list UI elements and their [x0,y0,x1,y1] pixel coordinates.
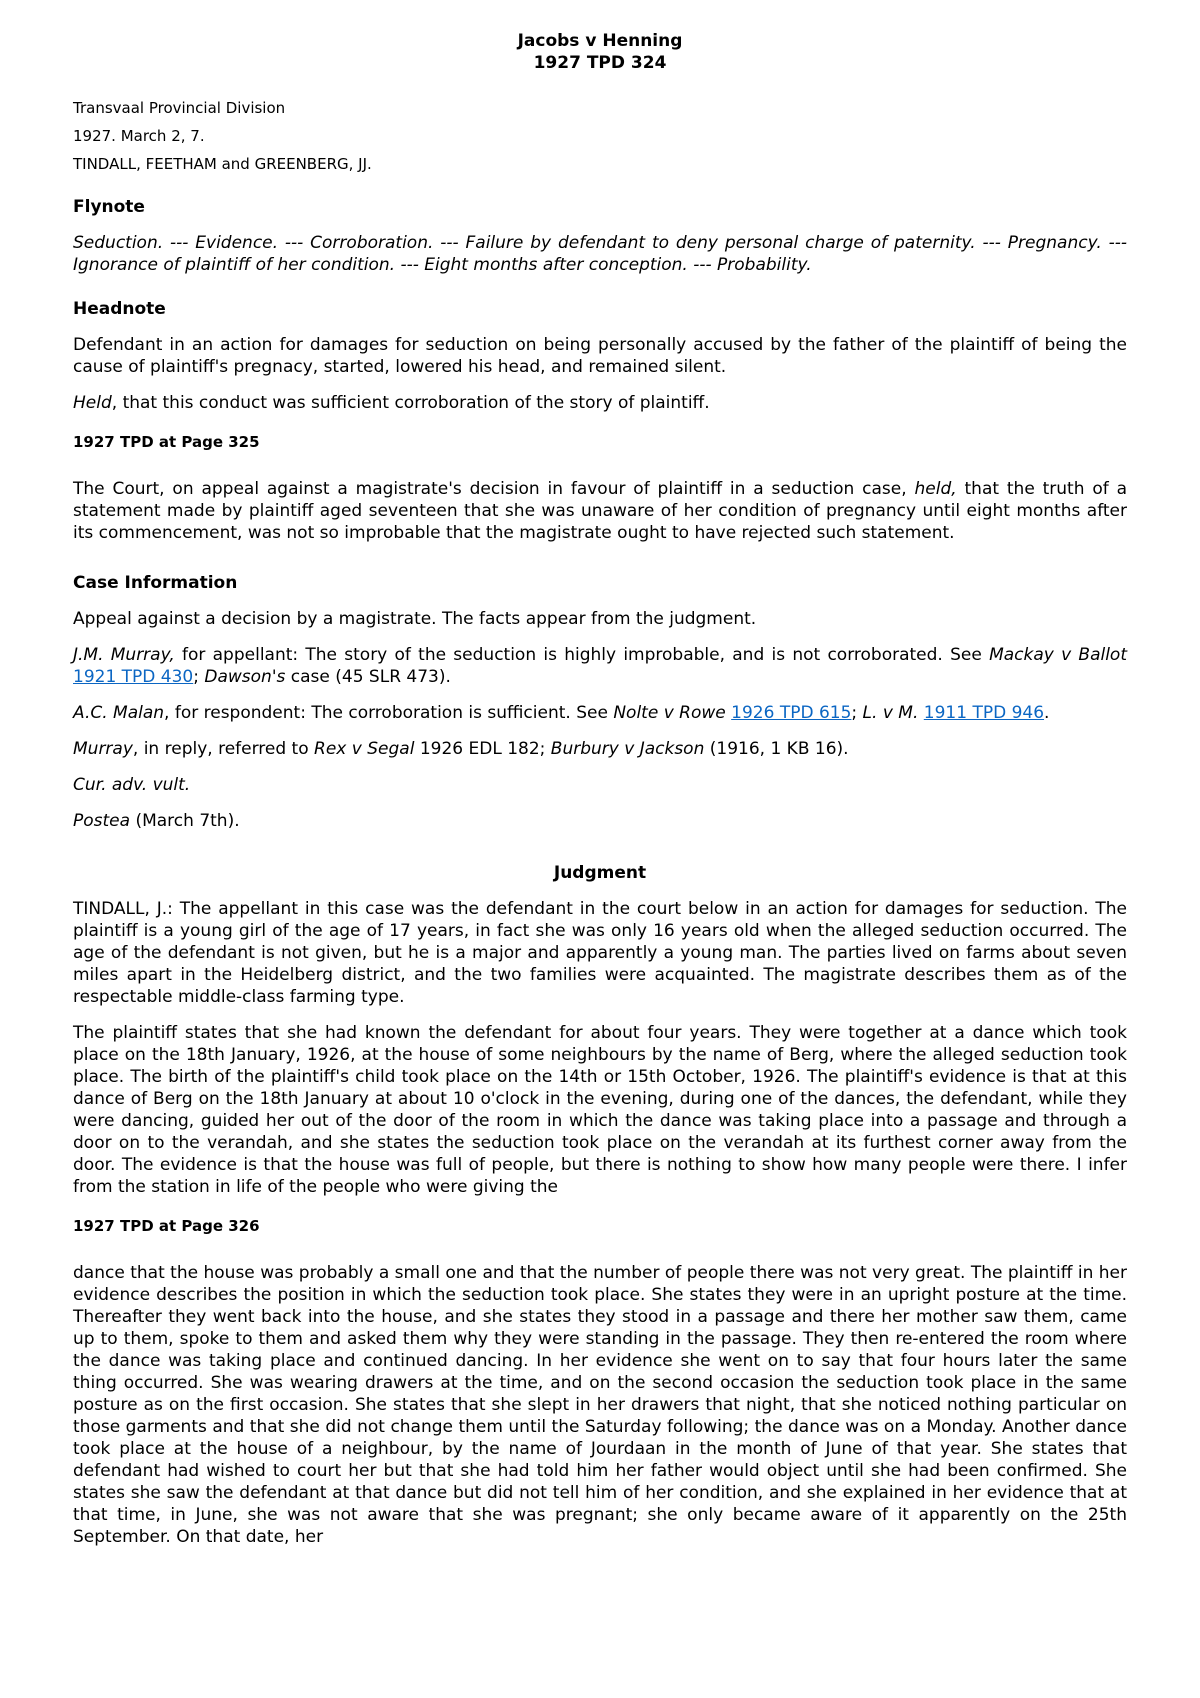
respondent-argument: A.C. Malan, for respondent: The corroboration is sufficient. See Nolte v Rowe 1926 TPD 615; L. v M. 1911 TPD 946. [73,703,1050,723]
cur-adv-vult: Cur. adv. vult. [73,775,191,795]
page-reference-325: 1927 TPD at Page 325 [73,433,260,451]
page-reference-326: 1927 TPD at Page 326 [73,1217,260,1235]
case-information-heading: Case Information [73,573,238,593]
judgment-para-1: TINDALL, J.: The appellant in this case was the defendant in the court below in an action for damages for seduction. The plaintiff is a young girl of the age of 17 years, in fact she was only 16 years old when the alleged seduction occurred. The age of the defendant is not given, but he is a major and apparently a young man. The parties lived on farms about seven miles apart in the Heidelberg district, and the two families were acquainted. The magistrate describes them as of the respectable middle-class farming type. [73,899,1127,1007]
appellant-argument: J.M. Murray, for appellant: The story of the seduction is highly improbable, and is not corroborated. See Mackay v Ballot 1921 TPD 430; Dawson's case (45 SLR 473). [73,645,1127,687]
headnote-para-1: Defendant in an action for damages for seduction on being personally accused by the father of the plaintiff of being the cause of plaintiff's pregnacy, started, lowered his head, and remained silent. [73,335,1127,377]
court-division: Transvaal Provincial Division [73,99,286,117]
headnote-heading: Headnote [73,299,166,319]
headnote-para-3: The Court, on appeal against a magistrate's decision in favour of plaintiff in a seduction case, held, that the truth of a statement made by plaintiff aged seventeen that she was unaware of her condition of pregnancy until eight months after its commencement, was not so improbable that the magistrate ought to have rejected such statement. [73,479,1127,543]
postea: Postea (March 7th). [73,811,240,831]
judgment-para-2: The plaintiff states that she had known the defendant for about four years. They were together at a dance which took place on the 18th January, 1926, at the house of some neighbours by the name of Berg, where the alleged seduction took place. The birth of the plaintiff's child took place on the 14th or 15th October, 1926. The plaintiff's evidence is that at this dance of Berg on the 18th January at about 10 o'clock in the evening, during one of the dances, the defendant, while they were dancing, guided her out of the door of the room in which the dance was taking place into a passage and through a door on to the verandah, and she states the seduction took place on the verandah at its furthest corner away from the door. The evidence is that the house was full of people, but there is nothing to show how many people were there. I infer from the station in life of the people who were giving the [73,1023,1127,1197]
flynote-text: Seduction. --- Evidence. --- Corroboration. --- Failure by defendant to deny personal charge of paternity. --- Pregnancy. --- Ignorance of plaintiff of her condition. --- Eight months after conception. --- Probability. [73,233,1127,275]
judges: TINDALL, FEETHAM and GREENBERG, JJ. [73,155,372,173]
case-name: Jacobs v Henning [517,31,683,51]
judgment-para-3: dance that the house was probably a small one and that the number of people there was not very great. The plaintiff in her evidence describes the position in which the seduction took place. She states they were in an upright posture at the time. Thereafter they went back into the house, and she states they stood in a passage and there her mother saw them, came up to them, spoke to them and asked them why they were standing in the passage. They then re-entered the room where the dance was taking place and continued dancing. In her evidence she went on to say that four hours later the same thing occurred. She was wearing drawers at the time, and on the second occasion the seduction took place in the same posture as on the first occasion. She states that she slept in her drawers that night, that she noticed nothing particular on those garments and that she did not change them until the Saturday following; the dance was on a Monday. Another dance took place at the house of a neighbour, by the name of Jourdaan in the month of June of that year. She states that defendant had wished to court her but that she had told him her father would object until she had been confirmed. She states she saw the defendant at that dance but did not tell him of her condition, and she explained in her evidence that at that time, in June, she was not aware that she was pregnant; she only became aware of it apparently on the 25th September. On that date, her [73,1263,1127,1547]
case-date: 1927. March 2, 7. [73,127,205,145]
headnote-para-2: Held, that this conduct was sufficient corroboration of the story of plaintiff. [73,393,710,413]
citation-link-1921-tpd-430[interactable]: 1921 TPD 430 [73,667,194,687]
citation-link-1911-tpd-946[interactable]: 1911 TPD 946 [923,703,1045,723]
flynote-heading: Flynote [73,197,145,217]
judgment-heading: Judgment [553,863,647,883]
case-meta [73,98,1127,174]
case-citation: 1927 TPD 324 [533,53,667,73]
case-info-para-1: Appeal against a decision by a magistrate. The facts appear from the judgment. [73,609,757,629]
citation-link-1926-tpd-615[interactable]: 1926 TPD 615 [731,703,852,723]
document-title [73,30,1127,74]
reply-argument: Murray, in reply, referred to Rex v Segal 1926 EDL 182; Burbury v Jackson (1916, 1 KB 16). [73,739,849,759]
